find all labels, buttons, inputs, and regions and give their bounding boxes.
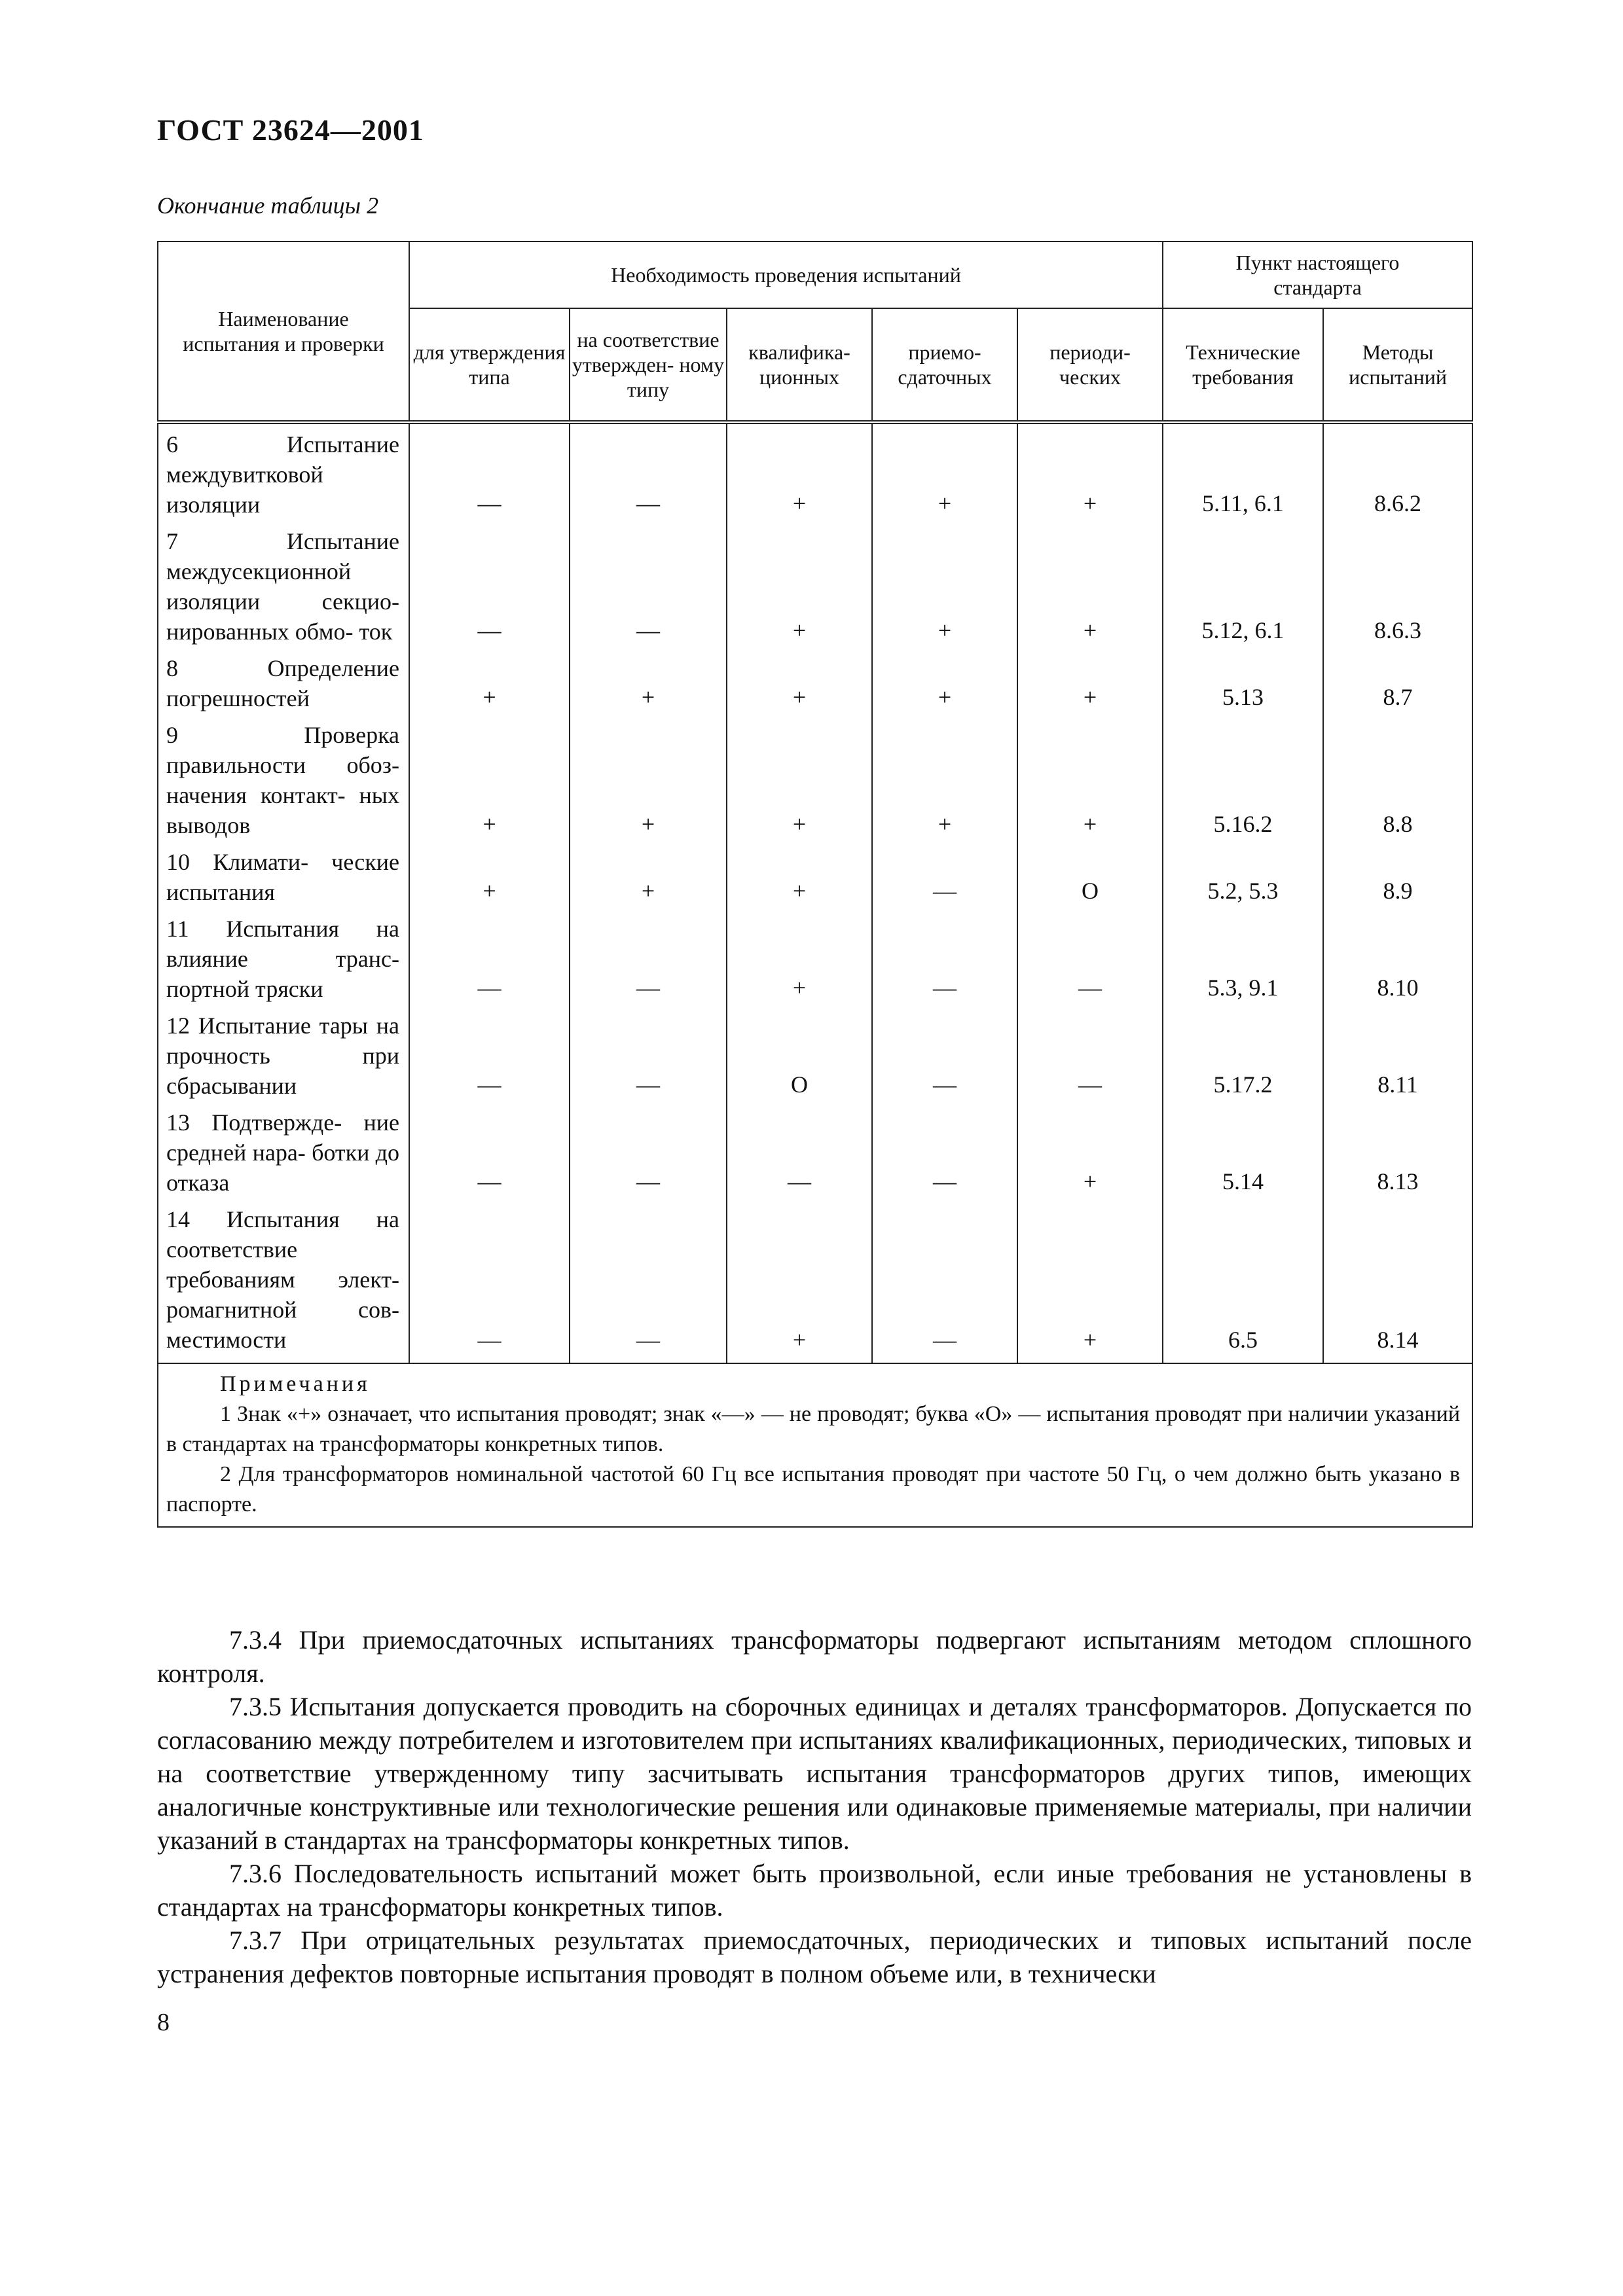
cell-conformity: — [570, 1105, 727, 1202]
cell-periodic: — [1017, 1008, 1163, 1105]
cell-acceptance: + [872, 651, 1017, 717]
cell-tech-req: 5.12, 6.1 [1163, 524, 1323, 651]
paragraph: 7.3.5 Испытания допускается проводить на сборочных единицах и деталях трансформаторов. Допускается по согласованию между потребителем и изготовителем при испытаниях квалификационных, периодических, типовых и на соответствие утвержденному типу засчитывать испытания трансформаторов других типов, имеющих аналогичные конструктивные или технологические решения или одинаковые применяемые материалы, при наличии указаний в стандартах на трансформаторы конкретных типов. [157, 1692, 1472, 1855]
cell-test-method: 8.10 [1323, 911, 1472, 1008]
cell-conformity: — [570, 1202, 727, 1363]
cell-tech-req: 5.13 [1163, 651, 1323, 717]
table-row [158, 1105, 1472, 1202]
cell-acceptance: — [872, 911, 1017, 1008]
col-header-clause: Пункт настоящего стандарта [1163, 242, 1472, 308]
cell-test-method: 8.6.3 [1323, 524, 1472, 651]
cell-test-method: 8.6.2 [1323, 422, 1472, 524]
cell-periodic: + [1017, 717, 1163, 844]
table-row [158, 844, 1472, 911]
paragraph: 7.3.4 При приемосдаточных испытаниях трансформаторы подвергают испытаниям методом сплошного контроля. [157, 1625, 1472, 1688]
table-row [158, 1008, 1472, 1105]
cell-test-method: 8.11 [1323, 1008, 1472, 1105]
row-name: 11 Испытания на влияние транс- портной тряски [158, 911, 409, 1008]
row-name: 7 Испытание междусекционной изоляции секцио- нированных обмо- ток [158, 524, 409, 651]
cell-conformity: — [570, 1008, 727, 1105]
cell-acceptance: — [872, 1202, 1017, 1363]
cell-test-method: 8.14 [1323, 1202, 1472, 1363]
table-notes [158, 1363, 1472, 1527]
cell-approval: + [409, 717, 570, 844]
cell-tech-req: 5.17.2 [1163, 1008, 1323, 1105]
cell-test-method: 8.9 [1323, 844, 1472, 911]
tests-table [157, 241, 1473, 1528]
cell-qualification: + [727, 911, 872, 1008]
cell-approval: — [409, 524, 570, 651]
col-header-tech-req: Технические требования [1163, 308, 1323, 422]
cell-qualification: — [727, 1105, 872, 1202]
col-header-periodic: периоди- ческих [1017, 308, 1163, 422]
table-row [158, 1202, 1472, 1363]
cell-periodic: + [1017, 1105, 1163, 1202]
table-row [158, 911, 1472, 1008]
cell-acceptance: — [872, 1008, 1017, 1105]
cell-qualification: О [727, 1008, 872, 1105]
row-name: 10 Климати- ческие испытания [158, 844, 409, 911]
note-item: 1 Знак «+» означает, что испытания проводят; знак «—» — не проводят; буква «О» — испытания проводят при наличии указаний в стандартах на трансформаторы конкретных типов. [166, 1402, 1461, 1456]
row-name: 13 Подтвержде- ние средней нара- ботки до отказа [158, 1105, 409, 1202]
note-item: 2 Для трансформаторов номинальной частотой 60 Гц все испытания проводят при частоте 50 Гц, о чем должно быть указано в паспорте. [166, 1462, 1461, 1516]
row-name: 8 Определение погрешностей [158, 651, 409, 717]
row-name: 9 Проверка правильности обоз- начения контакт- ных выводов [158, 717, 409, 844]
cell-test-method: 8.13 [1323, 1105, 1472, 1202]
cell-tech-req: 5.2, 5.3 [1163, 844, 1323, 911]
col-header-approval: для утверждения типа [409, 308, 570, 422]
cell-qualification: + [727, 717, 872, 844]
cell-qualification: + [727, 651, 872, 717]
row-name: 6 Испытание междувитковой изоляции [158, 422, 409, 524]
col-header-test-methods: Методы испытаний [1323, 308, 1472, 422]
cell-approval: + [409, 651, 570, 717]
cell-tech-req: 5.16.2 [1163, 717, 1323, 844]
cell-tech-req: 5.3, 9.1 [1163, 911, 1323, 1008]
table-row [158, 422, 1472, 524]
paragraph: 7.3.7 При отрицательных результатах приемосдаточных, периодических и типовых испытаний после устранения дефектов повторные испытания проводят в полном объеме или, в технически [157, 1926, 1472, 1988]
table-row [158, 717, 1472, 844]
cell-periodic: + [1017, 524, 1163, 651]
table-row [158, 524, 1472, 651]
col-header-qualification: квалифика- ционных [727, 308, 872, 422]
cell-qualification: + [727, 524, 872, 651]
cell-conformity: — [570, 911, 727, 1008]
cell-approval: — [409, 422, 570, 524]
document-header: ГОСТ 23624—2001 [157, 113, 424, 147]
cell-acceptance: + [872, 717, 1017, 844]
cell-approval: — [409, 911, 570, 1008]
cell-test-method: 8.7 [1323, 651, 1472, 717]
cell-tech-req: 5.11, 6.1 [1163, 422, 1323, 524]
cell-acceptance: + [872, 422, 1017, 524]
cell-approval: — [409, 1008, 570, 1105]
cell-conformity: — [570, 524, 727, 651]
cell-approval: — [409, 1202, 570, 1363]
cell-periodic: — [1017, 911, 1163, 1008]
cell-tech-req: 6.5 [1163, 1202, 1323, 1363]
body-text [157, 1623, 1472, 1990]
row-name: 12 Испытание тары на прочность при сбрасывании [158, 1008, 409, 1105]
col-header-name: Наименование испытания и проверки [158, 242, 409, 422]
table-caption: Окончание таблицы 2 [157, 192, 379, 219]
row-name: 14 Испытания на соответствие требованиям элект- ромагнитной сов- местимости [158, 1202, 409, 1363]
cell-conformity: — [570, 422, 727, 524]
table-body [158, 422, 1472, 1363]
cell-approval: + [409, 844, 570, 911]
cell-acceptance: + [872, 524, 1017, 651]
cell-conformity: + [570, 651, 727, 717]
cell-conformity: + [570, 717, 727, 844]
cell-tech-req: 5.14 [1163, 1105, 1323, 1202]
cell-conformity: + [570, 844, 727, 911]
cell-periodic: + [1017, 422, 1163, 524]
cell-approval: — [409, 1105, 570, 1202]
page-number: 8 [157, 2009, 170, 2036]
paragraph: 7.3.6 Последовательность испытаний может быть произвольной, если иные требования не установлены в стандартах на трансформаторы конкретных типов. [157, 1859, 1472, 1922]
cell-qualification: + [727, 1202, 872, 1363]
cell-qualification: + [727, 422, 872, 524]
col-header-necessity: Необходимость проведения испытаний [409, 242, 1163, 308]
cell-test-method: 8.8 [1323, 717, 1472, 844]
col-header-acceptance: приемо- сдаточных [872, 308, 1017, 422]
cell-acceptance: — [872, 1105, 1017, 1202]
cell-periodic: О [1017, 844, 1163, 911]
cell-periodic: + [1017, 651, 1163, 717]
table-row [158, 651, 1472, 717]
cell-periodic: + [1017, 1202, 1163, 1363]
cell-qualification: + [727, 844, 872, 911]
cell-acceptance: — [872, 844, 1017, 911]
notes-heading: Примечания [220, 1372, 371, 1396]
col-header-conformity: на соответствие утвержден- ному типу [570, 308, 727, 422]
